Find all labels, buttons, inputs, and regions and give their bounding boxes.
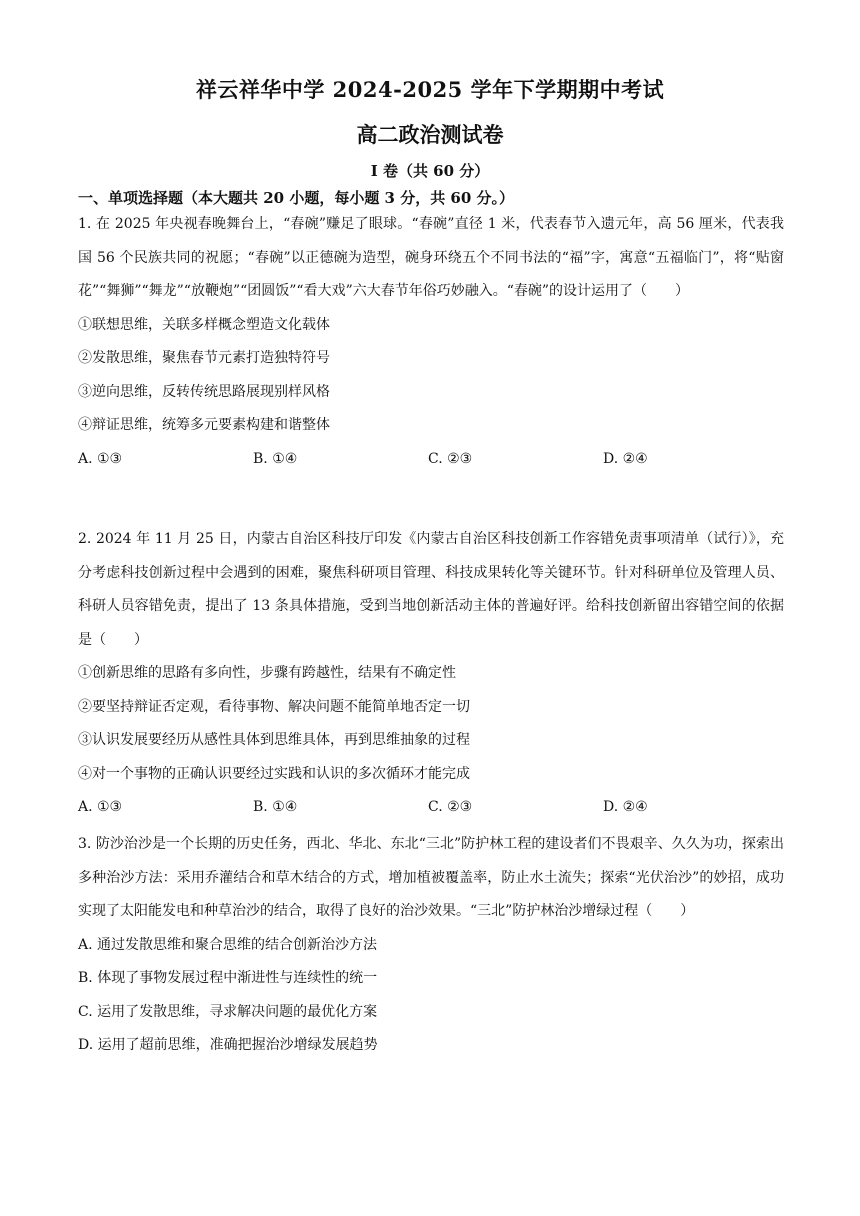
option-a: A. 通过发散思维和聚合思维的结合创新治沙方法: [78, 936, 378, 953]
statement-item: ①联想思维，关联多样概念塑造文化载体: [78, 316, 330, 333]
answer-choices: [78, 443, 784, 477]
statement-item: ②发散思维，聚焦春节元素打造独特符号: [78, 350, 330, 366]
exam-title: 祥云祥华中学 2024-2025 学年下学期期中考试: [195, 77, 665, 102]
choice-a: A. ①③: [78, 799, 123, 815]
section-heading: 一、单项选择题（本大题共 20 小题，每小题 3 分，共 60 分。）: [78, 189, 515, 207]
choice-d: D. ②④: [603, 450, 648, 467]
choice-a: A. ①③: [78, 450, 123, 467]
question-stem: 3. 防沙治沙是一个长期的历史任务，西北、华北、东北“三北”防护林工程的建设者们不畏艰辛、久久为功，探索出多种治沙方法：采用乔灌结合和草木结合的方式，增加植被覆盖率，防止水土流失；探索“光伏治沙”的妙招，成功实现了太阳能发电和种草治沙的结合，取得了良好的治沙效果。“三北”防护林治沙增绿过程（ ）: [78, 836, 784, 919]
statement-item: ④辩证思维，统筹多元要素构建和谐整体: [78, 417, 330, 433]
option-d: D. 运用了超前思维，准确把握治沙增绿发展趋势: [78, 1037, 378, 1053]
choice-c: C. ②③: [428, 450, 473, 467]
part-heading: I 卷（共 60 分）: [370, 162, 490, 180]
statement-item: ③逆向思维，反转传统思路展现别样风格: [78, 383, 330, 400]
question-2: [78, 523, 784, 825]
statement-item: ②要坚持辩证否定观，看待事物、解决问题不能简单地否定一切: [78, 698, 470, 715]
question-1: [78, 208, 784, 476]
option-c: C. 运用了发散思维，寻求解决问题的最优化方案: [78, 1003, 378, 1020]
choice-b: B. ①④: [253, 450, 298, 467]
option-b: B. 体现了事物发展过程中渐进性与连续性的统一: [78, 970, 378, 986]
choice-b: B. ①④: [253, 799, 298, 815]
question-3: [78, 828, 784, 1063]
question-stem: 1. 在 2025 年央视春晚舞台上，“春碗”赚足了眼球。“春碗”直径 1 米，代表春节入遗元年，高 56 厘米，代表我国 56 个民族共同的祝愿；“春碗”以正德碗为造型，碗身环绕五个不同书法的“福”字，寓意“五福临门”，将“贴窗花”“舞狮”“舞龙”“放鞭炮”“团圆饭”“看大戏”六大春节年俗巧妙融入。“春碗”的设计运用了（ ）: [78, 216, 784, 299]
exam-subtitle: 高二政治测试卷: [356, 122, 504, 147]
choice-d: D. ②④: [603, 799, 648, 815]
answer-choices: [78, 791, 784, 825]
statement-item: ①创新思维的思路有多向性，步骤有跨越性，结果有不确定性: [78, 665, 456, 681]
choice-c: C. ②③: [428, 799, 473, 815]
statement-item: ④对一个事物的正确认识要经过实践和认识的多次循环才能完成: [78, 765, 470, 782]
question-stem: 2. 2024 年 11 月 25 日，内蒙古自治区科技厅印发《内蒙古自治区科技创新工作容错免责事项清单（试行）》，充分考虑科技创新过程中会遇到的困难，聚焦科研项目管理、科技成果转化等关键环节。针对科研单位及管理人员、科研人员容错免责，提出了 13 条具体措施，受到当地创新活动主体的普遍好评。给科技创新留出容错空间的依据是（ ）: [78, 531, 784, 648]
statement-item: ③认识发展要经历从感性具体到思维具体，再到思维抽象的过程: [78, 732, 470, 748]
